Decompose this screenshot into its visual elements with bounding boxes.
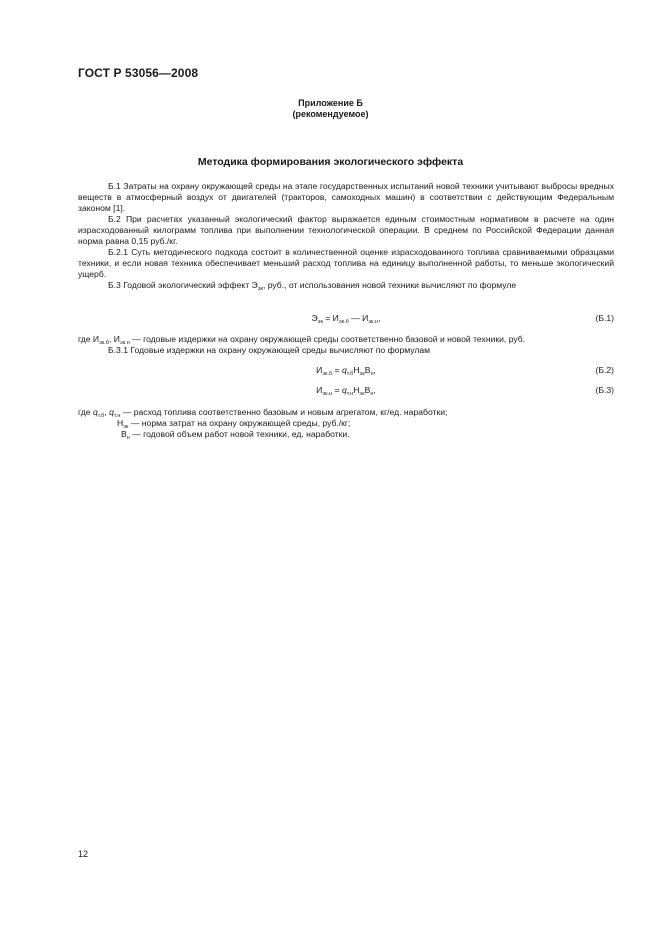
paragraph-b3-1: Б.3.1 Годовые издержки на охрану окружающей среды вычисляют по формулам — [108, 345, 431, 355]
equation-number: (Б.1) — [595, 313, 614, 323]
where-clause-norm: $Н_{эк}$ — норма затрат на охрану окружающей среды, руб./кг; — [117, 418, 351, 430]
paragraph-b3: Б.3 Годовой экологический эффект $Э_{эк}$, руб., от использования новой техники вычисляют по формуле — [108, 280, 517, 292]
paragraph-b2-1: Б.2.1 Суть методического подхода состоит в количественной оценке израсходованного топлива сравниваемыми образцами техники, и если новая техника обеспечивает меньший расход топлива на единицу выполненной работы, то меньше экологический ущерб. — [78, 247, 614, 279]
equation-number: (Б.3) — [595, 385, 614, 395]
equation-number: (Б.2) — [595, 365, 614, 375]
formula-b3: $И_{эк.н} = q_{т.н}Н_{эк}В_н$, (Б.3) — [316, 385, 614, 397]
appendix-status: (рекомендуемое) — [292, 109, 369, 119]
formula-b2: $И_{эк.б} = q_{т.б}Н_{эк}В_н$, (Б.2) — [316, 365, 614, 377]
page-number: 12 — [78, 849, 89, 859]
document-header: ГОСТ Р 53056—2008 — [78, 66, 199, 80]
paragraph-b2: Б.2 При расчетах указанный экологический фактор выражается единым стоимостным нормативом в расчете на один израсходованный килограмм топлива при выполнении технологической операции. В среднем по Российской Федерации данная норма равна 0,15 руб./кг. — [78, 214, 614, 246]
section-title: Методика формирования экологического эффекта — [197, 156, 464, 168]
where-clause-volume: $В_н$ — годовой объем работ новой техники, ед. наработки. — [121, 429, 350, 441]
paragraph-b1: Б.1 Затраты на охрану окружающей среды на этапе государственных испытаний новой техники учитывают выбросы вредных веществ в атмосферный воздух от двигателей (тракторов, самоходных машин) в соответствии с действующим Федеральным законом [1]. — [78, 181, 614, 213]
where-clause-2: где $q_{т.б}$, $q_{т.н}$ — расход топлива соответственно базовым и новым агрегатом, кг/ед. наработки; — [78, 407, 448, 419]
appendix-title: Приложение Б — [298, 98, 363, 108]
formula-b1: $Э_{эк} = И_{эк.б}$ — $И_{эк.н}$, (Б.1) — [311, 313, 614, 325]
body-text-block — [78, 181, 614, 291]
where-clause-1: где $И_{эк.б}$, $И_{эк.н}$ — годовые издержки на охрану окружающей среды соответственно базовой и новой техники, руб. — [78, 334, 526, 346]
